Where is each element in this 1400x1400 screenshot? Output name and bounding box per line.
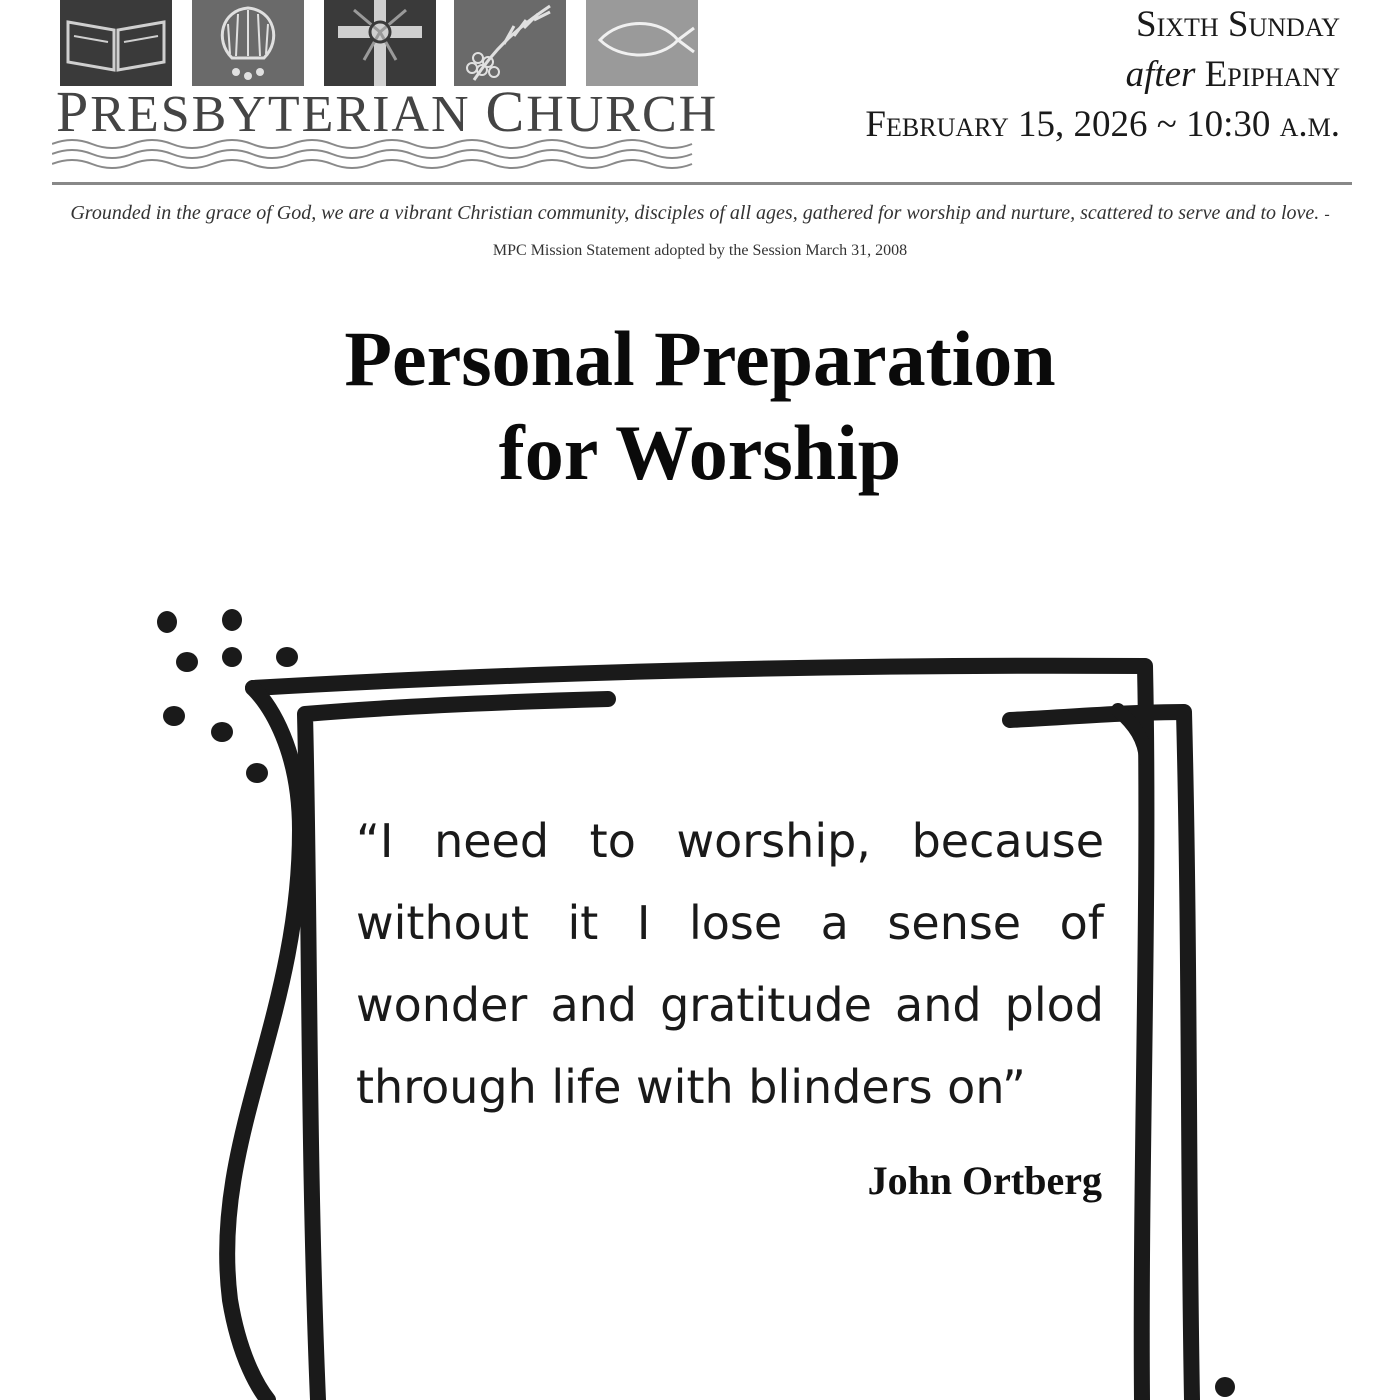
page-title-line-1: Personal Preparation [344, 315, 1056, 402]
shell-water-icon [192, 0, 304, 86]
service-season [720, 50, 1340, 100]
quote-text: “I need to worship, because without it I lose a sense of wonder and gratitude and plod through life with blinders on” [356, 814, 1104, 1114]
grapes-wheat-icon [454, 0, 566, 86]
header-divider [52, 182, 1352, 185]
mission-attribution: - MPC Mission Statement adopted by the Session March 31, 2008 [492, 206, 1330, 259]
service-sunday: Sixth Sunday [1136, 4, 1340, 45]
mission-text: Grounded in the grace of God, we are a vibrant Christian community, disciples of all ages, gathered for worship and nurture, scattered to serve and to love. [70, 202, 1320, 224]
quote-author: John Ortberg [867, 1158, 1102, 1203]
service-date-time: February 15, 2026 ~ 10:30 a.m. [865, 104, 1340, 145]
church-logo [52, 0, 719, 180]
mission-statement [60, 196, 1340, 268]
service-info [720, 0, 1340, 150]
page-title [100, 312, 1300, 500]
water-waves-icon [52, 134, 702, 174]
service-season-name: Epiphany [1204, 54, 1340, 95]
service-season-prefix: after [1125, 54, 1196, 95]
church-name-initial-2: C [485, 79, 527, 144]
cross-wheat-icon [324, 0, 436, 86]
church-name-initial-1: P [56, 79, 91, 144]
open-bible-icon [60, 0, 172, 86]
page-title-line-2: for Worship [498, 409, 902, 496]
church-name-word-1: RESBYTERIAN [90, 86, 471, 143]
fish-icon [586, 0, 698, 86]
church-name-word-2: HURCH [526, 86, 719, 143]
